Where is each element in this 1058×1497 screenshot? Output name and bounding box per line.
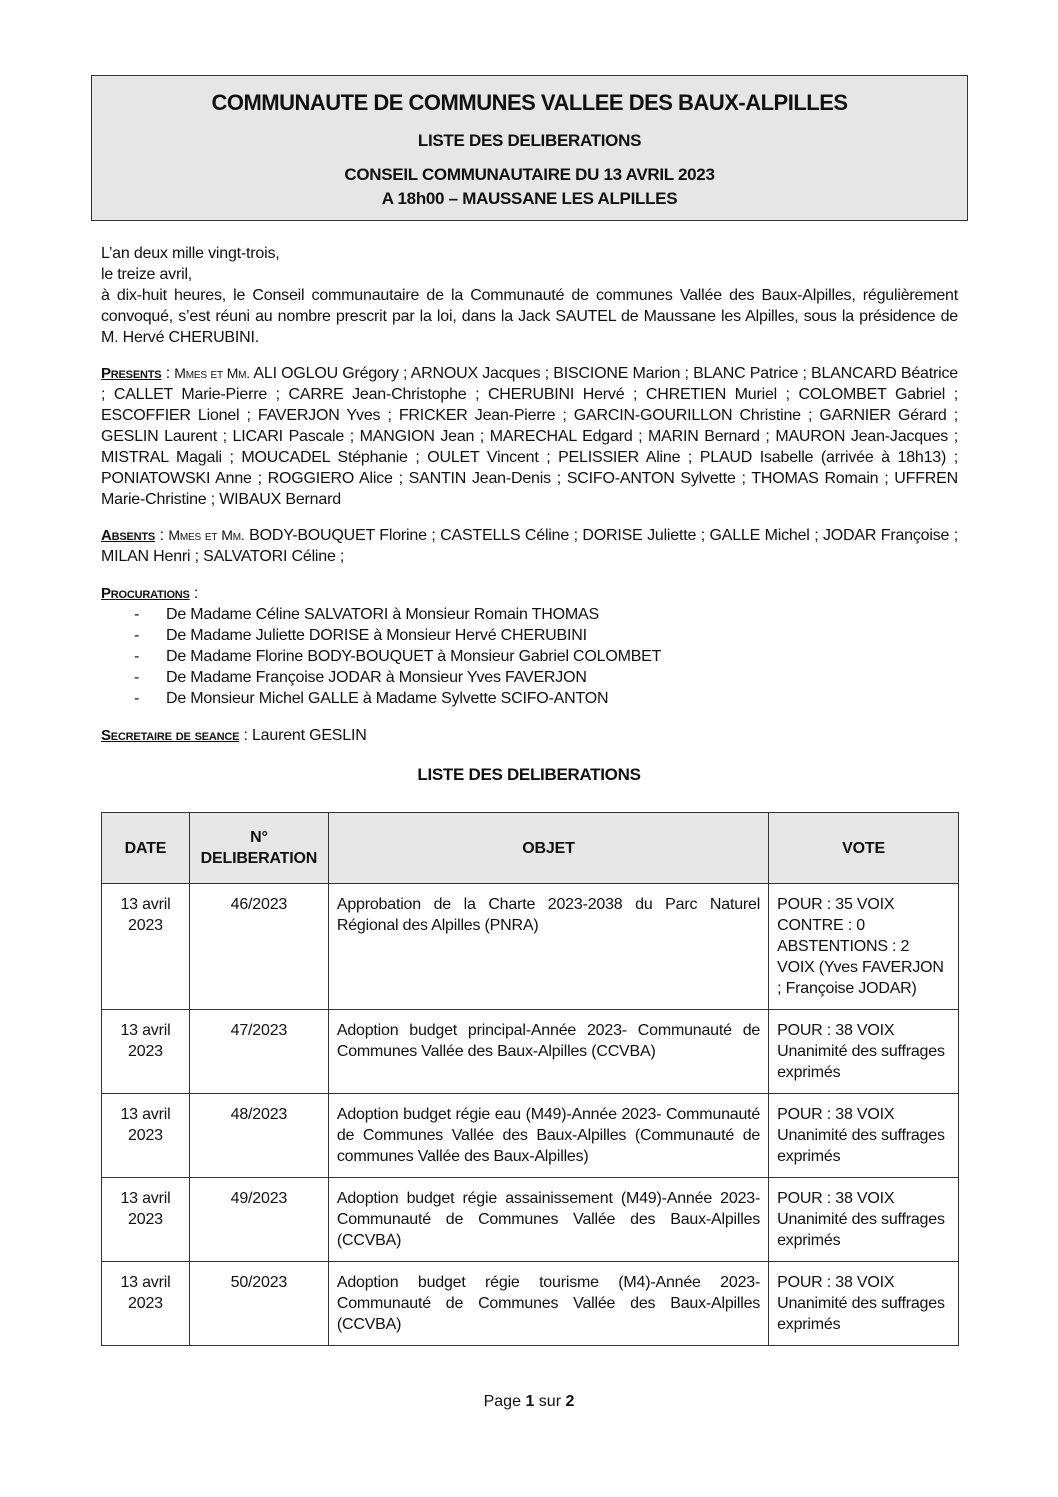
cell-objet: Adoption budget régie assainissement (M49)-Année 2023- Communauté de Communes Vallée des Baux-Alpilles (CCVBA) — [328, 1178, 768, 1262]
table-row — [102, 1094, 959, 1178]
absents-label: Absents — [101, 527, 156, 544]
cell-vote: POUR : 38 VOIX Unanimité des suffrages exprimés — [769, 1010, 959, 1094]
cell-num: 46/2023 — [189, 884, 328, 1010]
table-row — [102, 884, 959, 1010]
list-item: - De Madame Françoise JODAR à Monsieur Yves FAVERJON — [134, 669, 587, 686]
table-row — [102, 1178, 959, 1262]
deliberations-title: LISTE DES DELIBERATIONS — [417, 765, 641, 784]
procurations-label: Procurations — [101, 585, 190, 602]
presents-label: Presents — [101, 365, 162, 382]
table-row — [102, 1262, 959, 1346]
presents-prefix: Mmes et Mm. — [174, 365, 250, 381]
cell-date: 13 avril 2023 — [102, 1178, 190, 1262]
table-row — [102, 1010, 959, 1094]
org-title: COMMUNAUTE DE COMMUNES VALLEE DES BAUX-ALPILLES — [211, 90, 848, 115]
header-num-line1: N° — [250, 829, 268, 846]
secretaire-label: Secretaire de seance — [101, 727, 240, 744]
cell-num: 47/2023 — [189, 1010, 328, 1094]
footer-page-num: 1 — [525, 1393, 535, 1410]
document-header — [91, 75, 968, 221]
header-num — [189, 813, 328, 884]
presents-list: ALI OGLOU Grégory ; ARNOUX Jacques ; BISCIONE Marion ; BLANC Patrice ; BLANCARD Béatrice ; CALLET Marie-Pierre ; CARRE Jean-Christophe ; CHERUBINI Hervé ; CHRETIEN Muriel ; COLOMBET Gabriel ; ESCOFFIER Lionel ; FAVERJON Yves ; FRICKER Jean-Pierre ; GARCIN-GOURILLON Christine ; GARNIER Gérard ; GESLIN Laurent ; LICARI Pascale ; MANGION Jean ; MARECHAL Edgard ; MARIN Bernard ; MAURON Jean-Jacques ; MISTRAL Magali ; MOUCADEL Stéphanie ; OULET Vincent ; PELISSIER Aline ; PLAUD Isabelle (arrivée à 18h13) ; PONIATOWSKI Anne ; ROGGIERO Alice ; SANTIN Jean-Denis ; SCIFO-ANTON Sylvette ; THOMAS Romain ; UFFREN Marie-Christine ; WIBAUX Bernard — [101, 365, 958, 508]
meeting-title: CONSEIL COMMUNAUTAIRE DU 13 AVRIL 2023 — [344, 165, 715, 184]
header-vote: VOTE — [769, 813, 959, 884]
footer-sur-word: sur — [538, 1393, 562, 1410]
cell-objet: Adoption budget régie tourisme (M4)-Année 2023- Communauté de Communes Vallée des Baux-Alpilles (CCVBA) — [328, 1262, 768, 1346]
secretaire-section: Secretaire de seance : Laurent GESLIN — [101, 727, 367, 744]
table-header-row — [102, 813, 959, 884]
list-item: - De Madame Céline SALVATORI à Monsieur Romain THOMAS — [134, 606, 599, 623]
list-item: - De Madame Florine BODY-BOUQUET à Monsieur Gabriel COLOMBET — [134, 648, 662, 665]
footer-page-word: Page — [483, 1393, 521, 1410]
cell-num: 50/2023 — [189, 1262, 328, 1346]
secretaire-name: Laurent GESLIN — [251, 727, 367, 744]
procurations-heading: Procurations : — [101, 585, 199, 602]
list-item: - De Monsieur Michel GALLE à Madame Sylvette SCIFO-ANTON — [134, 690, 609, 707]
cell-date: 13 avril 2023 — [102, 884, 190, 1010]
procurations-list — [101, 604, 958, 709]
cell-num: 49/2023 — [189, 1178, 328, 1262]
cell-vote: POUR : 38 VOIX Unanimité des suffrages exprimés — [769, 1094, 959, 1178]
cell-date: 13 avril 2023 — [102, 1010, 190, 1094]
document-subtitle: LISTE DES DELIBERATIONS — [417, 131, 642, 150]
header-date: DATE — [102, 813, 190, 884]
cell-date: 13 avril 2023 — [102, 1094, 190, 1178]
list-item: - De Madame Juliette DORISE à Monsieur Hervé CHERUBINI — [134, 627, 587, 644]
presents-section: Presents : Mmes et Mm. ALI OGLOU Grégory ; ARNOUX Jacques ; BISCIONE Marion ; BLANC Patrice ; BLANCARD Béatrice ; CALLET Marie-Pierre ; CARRE Jean-Christophe ; CHERUBINI Hervé ; CHRETIEN Muriel ; COLOMBET Gabriel ; ESCOFFIER Lionel ; FAVERJON Yves ; FRICKER Jean-Pierre ; GARCIN-GOURILLON Christine ; GARNIER Gérard ; GESLIN Laurent ; LICARI Pascale ; MANGION Jean ; MARECHAL Edgard ; MARIN Bernard ; MAURON Jean-Jacques ; MISTRAL Magali ; MOUCADEL Stéphanie ; OULET Vincent ; PELISSIER Aline ; PLAUD Isabelle (arrivée à 18h13) ; PONIATOWSKI Anne ; ROGGIERO Alice ; SANTIN Jean-Denis ; SCIFO-ANTON Sylvette ; THOMAS Romain ; UFFREN Marie-Christine ; WIBAUX Bernard — [101, 365, 958, 508]
cell-vote: POUR : 38 VOIX Unanimité des suffrages exprimés — [769, 1262, 959, 1346]
cell-num: 48/2023 — [189, 1094, 328, 1178]
intro-line-2: le treize avril, — [101, 266, 193, 283]
absents-prefix: Mmes et Mm. — [168, 527, 245, 543]
header-objet: OBJET — [328, 813, 768, 884]
page-footer — [0, 1393, 1058, 1411]
absents-section: Absents : Mmes et Mm. BODY-BOUQUET Florine ; CASTELLS Céline ; DORISE Juliette ; GALLE Michel ; JODAR Françoise ; MILAN Henri ; SALVATORI Céline ; — [101, 527, 958, 565]
header-num-line2: DELIBERATION — [200, 850, 318, 867]
cell-date: 13 avril 2023 — [102, 1262, 190, 1346]
deliberations-table — [101, 812, 959, 1346]
intro-paragraph: à dix-huit heures, le Conseil communautaire de la Communauté de communes Vallée des Baux-Alpilles, régulièrement convoqué, s’est réuni au nombre prescrit par la loi, dans la Jack SAUTEL de Maussane les Alpilles, sous la présidence de M. Hervé CHERUBINI. — [101, 287, 958, 346]
footer-page-total: 2 — [565, 1393, 575, 1410]
intro-line-1: L’an deux mille vingt-trois, — [101, 245, 280, 262]
cell-objet: Approbation de la Charte 2023-2038 du Parc Naturel Régional des Alpilles (PNRA) — [328, 884, 768, 1010]
cell-vote: POUR : 38 VOIX Unanimité des suffrages exprimés — [769, 1178, 959, 1262]
meeting-place: A 18h00 – MAUSSANE LES ALPILLES — [381, 189, 678, 208]
cell-vote: POUR : 35 VOIX CONTRE : 0 ABSTENTIONS : 2 VOIX (Yves FAVERJON ; Françoise JODAR) — [769, 884, 959, 1010]
absents-list: BODY-BOUQUET Florine ; CASTELLS Céline ; DORISE Juliette ; GALLE Michel ; JODAR Françoise ; MILAN Henri ; SALVATORI Céline ; — [101, 527, 958, 565]
cell-objet: Adoption budget régie eau (M49)-Année 2023- Communauté de Communes Vallée des Baux-Alpilles (Communauté de communes Vallée des Baux-Alpilles) — [328, 1094, 768, 1178]
cell-objet: Adoption budget principal-Année 2023- Communauté de Communes Vallée des Baux-Alpilles (CCVBA) — [328, 1010, 768, 1094]
